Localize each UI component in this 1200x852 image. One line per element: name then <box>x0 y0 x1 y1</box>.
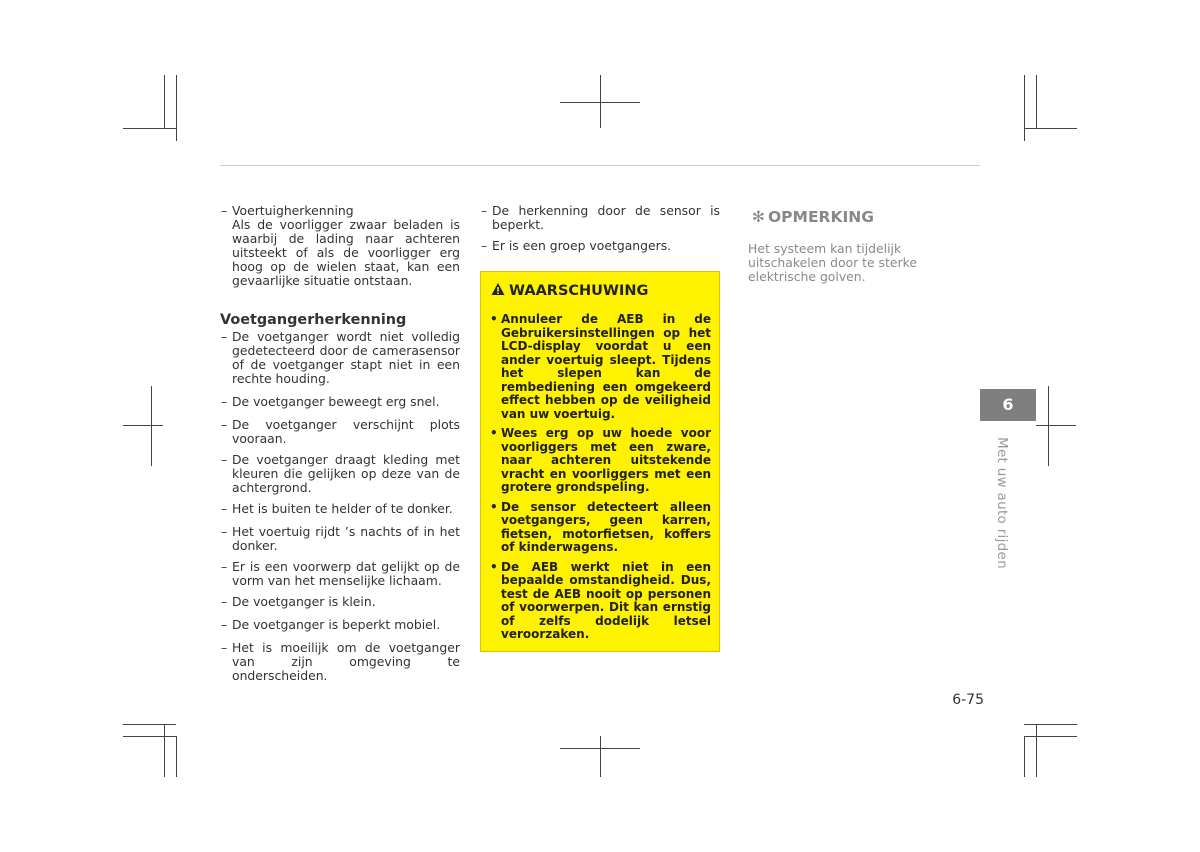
list-item: – De voetganger draagt kleding met kleuren die gelijken op deze van de achtergrond. <box>220 453 460 495</box>
list-item: – Het voertuig rijdt ’s nachts of in het donker. <box>220 525 460 553</box>
list-item: – De voetganger verschijnt plots vooraan. <box>220 418 460 446</box>
header-rule <box>220 165 980 166</box>
column-1 <box>220 204 460 683</box>
note-star-icon: ✻ <box>752 208 765 226</box>
list-item: – Het is moeilijk om de voetganger van zijn omgeving te onderscheiden. <box>220 641 460 683</box>
warning-list <box>489 313 711 642</box>
warning-title-text: WAARSCHUWING <box>509 283 649 299</box>
note-heading <box>752 208 974 226</box>
vehicle-recognition-list <box>220 204 460 288</box>
pedestrian-recognition-list <box>220 330 460 683</box>
column-3 <box>748 208 974 284</box>
warning-triangle-icon <box>491 282 505 296</box>
list-item: – De herkenning door de sensor is beperkt. <box>480 204 720 232</box>
warning-item: • De AEB werkt niet in een bepaalde omstandigheid. Dus, test de AEB nooit op personen of voorwerpen. Dit kan ernstig of zelfs dodelijk letsel veroorzaken. <box>489 561 711 642</box>
chapter-tab: 6 <box>980 389 1036 421</box>
sensor-limitations-list <box>480 204 720 253</box>
warning-title <box>491 282 711 299</box>
list-item: – Er is een groep voetgangers. <box>480 239 720 253</box>
warning-item: • Annuleer de AEB in de Gebruikersinstellingen op het LCD-display voordat u een ander voertuig sleept. Tijdens het slepen kan de rembediening een omgekeerd effect hebben op de veiligheid van uw voertuig. <box>489 313 711 421</box>
page-number: 6-75 <box>952 692 984 708</box>
note-body: Het systeem kan tijdelijk uitschakelen door te sterke elektrische golven. <box>748 241 917 284</box>
column-2 <box>480 204 720 652</box>
list-item <box>220 204 460 288</box>
list-item-title: – Voertuigherkenning <box>232 203 354 218</box>
list-item-body: Als de voorligger zwaar beladen is waarbij de lading naar achteren uitsteekt of als de voorligger erg hoog op de wielen staat, kan een gevaarlijke situatie ontstaan. <box>232 217 460 288</box>
chapter-label: Met uw auto rijden <box>994 437 1010 569</box>
list-item: – Het is buiten te helder of te donker. <box>220 502 460 516</box>
section-heading: Voetgangerherkenning <box>220 312 407 328</box>
warning-item: • De sensor detecteert alleen voetgangers, geen karren, fietsen, motorfietsen, koffers of kinderwagens. <box>489 501 711 555</box>
list-item: – De voetganger beweegt erg snel. <box>220 395 460 409</box>
list-item: – De voetganger is beperkt mobiel. <box>220 618 460 632</box>
list-item: – De voetganger is klein. <box>220 595 460 609</box>
note-title: OPMERKING <box>768 208 874 226</box>
warning-item: • Wees erg op uw hoede voor voorliggers met een zware, naar achteren uitstekende vracht en voorliggers met een grotere grondspeling. <box>489 427 711 495</box>
list-item: – Er is een voorwerp dat gelijkt op de vorm van het menselijke lichaam. <box>220 560 460 588</box>
list-item: – De voetganger wordt niet volledig gedetecteerd door de camerasensor of de voetganger stapt niet in een rechte houding. <box>220 330 460 386</box>
warning-box <box>480 271 720 652</box>
